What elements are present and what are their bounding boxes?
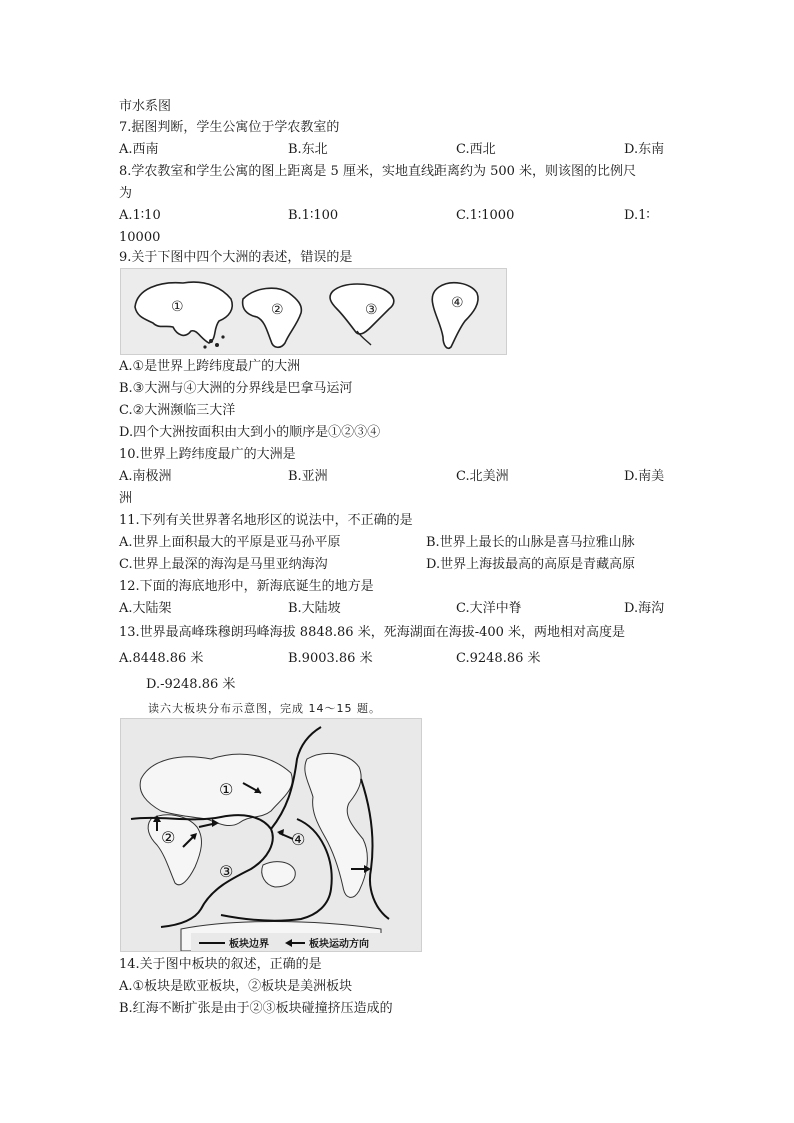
- q13-option-b: B.9003.86 米: [288, 651, 373, 666]
- plate-map-svg: [121, 719, 421, 951]
- q8-option-b: B.1∶100: [288, 208, 339, 223]
- north-america-outline: [330, 284, 394, 334]
- q10-option-a: A.南极洲: [119, 469, 172, 484]
- q7-option-c: C.西北: [456, 142, 496, 157]
- q12-option-d: D.海沟: [624, 601, 665, 616]
- q10-option-d: D.南美: [624, 469, 665, 484]
- continents-figure: [120, 268, 507, 355]
- q11-option-c: C.世界上最深的海沟是马里亚纳海沟: [119, 557, 328, 572]
- q10-option-b: B.亚洲: [288, 469, 328, 484]
- asia-outline: [135, 282, 232, 343]
- q13-option-a: A.8448.86 米: [119, 651, 204, 666]
- continent-label-1: ①: [171, 299, 184, 315]
- q8-option-d: D.1∶: [624, 208, 650, 223]
- line-water-system-caption: 市水系图: [119, 99, 172, 114]
- plate-figure-intro: 读六大板块分布示意图，完成 14～15 题。: [148, 702, 381, 715]
- south-america-outline: [432, 283, 478, 349]
- plate-label-1: ①: [219, 780, 234, 799]
- q12-option-c: C.大洋中脊: [456, 601, 522, 616]
- q8-option-c: C.1∶1000: [456, 208, 515, 223]
- q14-option-a: A.①板块是欧亚板块，②板块是美洲板块: [119, 979, 353, 994]
- question-11: 11.下列有关世界著名地形区的说法中，不正确的是: [119, 513, 413, 528]
- plate-label-2: ②: [161, 828, 176, 847]
- q12-option-b: B.大陆坡: [288, 601, 341, 616]
- q7-option-a: A.西南: [119, 142, 159, 157]
- q14-option-b: B.红海不断扩张是由于②③板块碰撞挤压造成的: [119, 1001, 393, 1016]
- q7-option-b: B.东北: [288, 142, 328, 157]
- q9-option-c: C.②大洲濒临三大洋: [119, 403, 236, 418]
- q8-option-a: A.1∶10: [119, 208, 161, 223]
- q13-option-c: C.9248.86 米: [456, 651, 541, 666]
- question-8-cont: 为: [119, 186, 133, 201]
- continent-label-3: ③: [365, 302, 378, 318]
- q9-option-d: D.四个大洲按面积由大到小的顺序是①②③④: [119, 425, 381, 440]
- question-12: 12.下面的海底地形中，新海底诞生的地方是: [119, 579, 374, 594]
- legend-direction-label: 板块运动方向: [309, 939, 369, 950]
- q9-option-a: A.①是世界上跨纬度最广的大洲: [119, 359, 301, 374]
- q10-option-d-cont: 洲: [119, 491, 133, 506]
- question-13: 13.世界最高峰珠穆朗玛峰海拔 8848.86 米，死海湖面在海拔-400 米，两地相对高度是: [119, 625, 626, 640]
- continent-label-4: ④: [451, 295, 464, 311]
- q9-option-b: B.③大洲与④大洲的分界线是巴拿马运河: [119, 381, 353, 396]
- question-9: 9.关于下图中四个大洲的表述，错误的是: [119, 250, 353, 265]
- plate-label-3: ③: [219, 862, 234, 881]
- question-10: 10.世界上跨纬度最广的大洲是: [119, 447, 296, 462]
- q11-option-a: A.世界上面积最大的平原是亚马孙平原: [119, 535, 341, 550]
- question-7: 7.据图判断，学生公寓位于学农教室的: [119, 120, 340, 135]
- plate-label-4: ④: [291, 830, 306, 849]
- q8-option-d-cont: 10000: [119, 230, 161, 245]
- australia-landmass: [262, 862, 296, 887]
- q10-option-c: C.北美洲: [456, 469, 509, 484]
- q13-option-d: D.-9248.86 米: [146, 677, 236, 692]
- question-14: 14.关于图中板块的叙述，正确的是: [119, 957, 322, 972]
- continent-label-2: ②: [271, 302, 284, 318]
- plate-map-figure: [120, 718, 422, 952]
- question-8: 8.学农教室和学生公寓的图上距离是 5 厘米，实地直线距离约为 500 米，则该图的比例尺: [119, 164, 637, 179]
- legend-boundary-label: 板块边界: [229, 939, 269, 950]
- continents-svg: [121, 269, 506, 354]
- q11-option-d: D.世界上海拔最高的高原是青藏高原: [426, 557, 636, 572]
- q11-option-b: B.世界上最长的山脉是喜马拉雅山脉: [426, 535, 635, 550]
- q7-option-d: D.东南: [624, 142, 665, 157]
- q12-option-a: A.大陆架: [119, 601, 172, 616]
